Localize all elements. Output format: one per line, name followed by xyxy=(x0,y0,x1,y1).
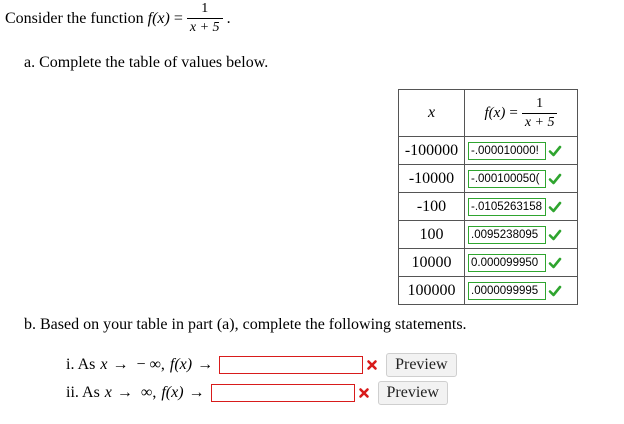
f-cell xyxy=(465,165,578,193)
check-icon xyxy=(548,228,562,242)
x-value: -10000 xyxy=(399,165,465,193)
statement-limit: ∞, xyxy=(140,384,157,401)
x-value: -100000 xyxy=(399,137,465,165)
check-icon xyxy=(548,200,562,214)
fraction-denominator: x + 5 xyxy=(187,18,223,35)
f-cell xyxy=(465,193,578,221)
limit-input-i[interactable] xyxy=(219,356,363,374)
equals-sign: = xyxy=(173,9,183,27)
preview-button-i[interactable]: Preview xyxy=(386,353,456,377)
table-row xyxy=(399,277,578,305)
header-equals: = xyxy=(509,104,518,121)
function-name: f(x) xyxy=(147,9,170,27)
answer-input[interactable]: .0095238095 xyxy=(468,226,546,244)
statement-fx: f(x) xyxy=(169,356,193,373)
header-denominator: x + 5 xyxy=(522,113,558,130)
statement-arrow2: → xyxy=(197,356,214,373)
question-intro: Consider the function xyxy=(5,9,144,27)
table-row xyxy=(399,137,578,165)
part-a-label: a. Complete the table of values below. xyxy=(24,54,269,71)
statement-prefix: ii. As xyxy=(66,384,100,401)
statement-row-ii xyxy=(66,381,448,405)
x-value: -100 xyxy=(399,193,465,221)
x-value: 10000 xyxy=(399,249,465,277)
table-row xyxy=(399,165,578,193)
statement-var: x xyxy=(104,384,112,401)
check-icon xyxy=(548,256,562,270)
fraction-numerator: 1 xyxy=(201,1,209,16)
header-f-label: f(x) xyxy=(484,104,506,121)
statement-fx: f(x) xyxy=(161,384,184,401)
header-numerator: 1 xyxy=(536,95,544,111)
statement-limit: − ∞, xyxy=(136,356,165,373)
f-cell xyxy=(465,249,578,277)
function-fraction xyxy=(187,2,223,35)
statement-prefix: i. As xyxy=(66,356,96,373)
x-icon xyxy=(366,359,378,371)
limit-input-ii[interactable] xyxy=(211,384,355,402)
table-header-row xyxy=(399,90,578,137)
answer-input[interactable]: .0000099995 xyxy=(468,282,546,300)
answer-input[interactable]: -.000100050( xyxy=(468,170,546,188)
check-icon xyxy=(548,144,562,158)
header-f xyxy=(465,90,578,137)
part-b-label: b. Based on your table in part (a), complete the following statements. xyxy=(24,316,467,333)
statement-row-i xyxy=(66,353,457,377)
check-icon xyxy=(548,172,562,186)
f-cell xyxy=(465,277,578,305)
answer-input[interactable]: 0.000099950 xyxy=(468,254,546,272)
x-icon xyxy=(358,387,370,399)
f-cell xyxy=(465,137,578,165)
x-value: 100000 xyxy=(399,277,465,305)
table-row xyxy=(399,193,578,221)
question-statement xyxy=(5,2,231,35)
f-cell xyxy=(465,221,578,249)
preview-button-ii[interactable]: Preview xyxy=(378,381,448,405)
values-table xyxy=(398,89,578,305)
statement-var: x xyxy=(100,356,108,373)
statement-arrow: → xyxy=(116,384,133,401)
table-row xyxy=(399,249,578,277)
header-fraction xyxy=(522,97,558,130)
answer-input[interactable]: -.000010000! xyxy=(468,142,546,160)
table-row xyxy=(399,221,578,249)
period: . xyxy=(226,9,231,27)
statement-arrow2: → xyxy=(188,384,205,401)
check-icon xyxy=(548,284,562,298)
header-x: x xyxy=(399,90,465,137)
statement-arrow: → xyxy=(112,356,129,373)
x-value: 100 xyxy=(399,221,465,249)
answer-input[interactable]: -.0105263158 xyxy=(468,198,546,216)
